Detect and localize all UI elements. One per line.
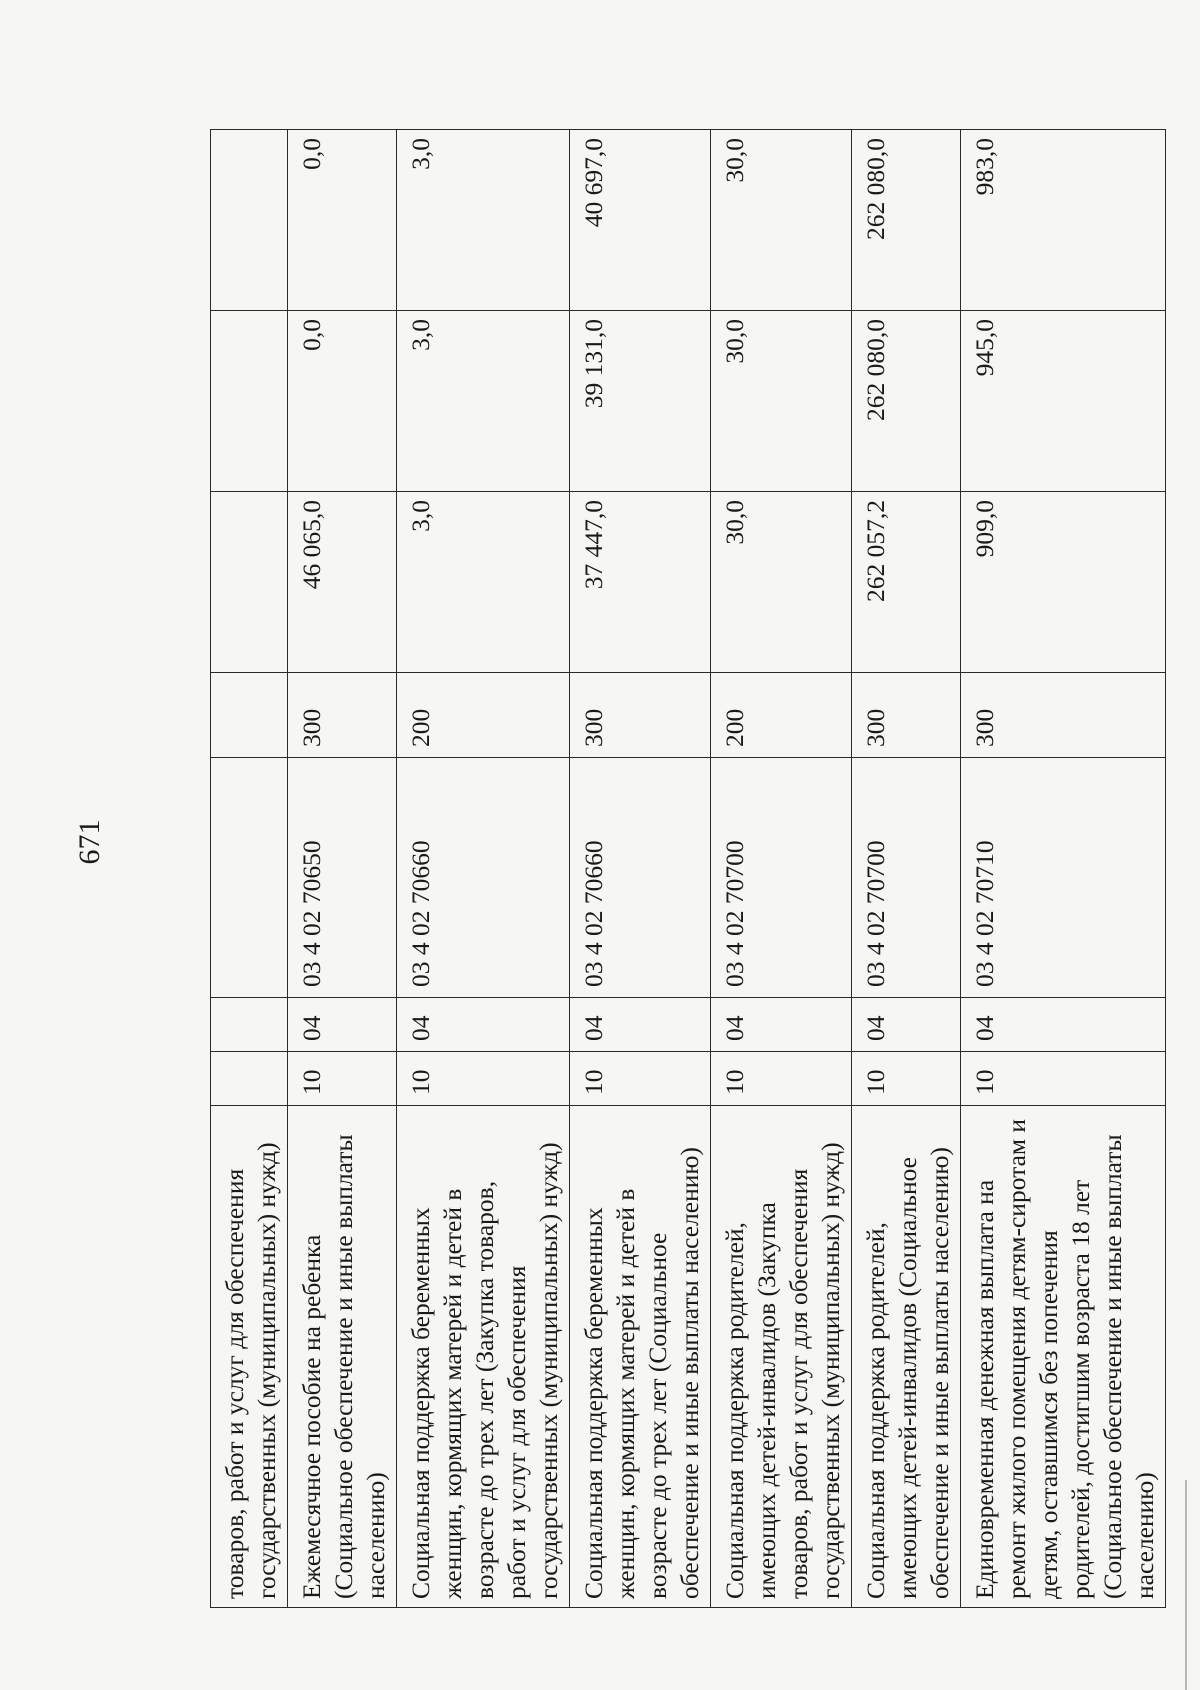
section-code: 10 (961, 1052, 1166, 1106)
amount-year-3: 983,0 (961, 130, 1166, 311)
row-description: Социальная поддержка беременных женщин, кормящих матерей и детей в возрасте до трех лет (Закупка товаров, работ и услуг для обеспечения государственных (муниципальных) нужд) (397, 1106, 570, 1608)
amount-year-1: 30,0 (711, 492, 852, 673)
section-code: 10 (288, 1052, 397, 1106)
row-description: Социальная поддержка беременных женщин, кормящих матерей и детей в возрасте до трех лет (Социальное обеспечение и иные выплаты населению) (570, 1106, 711, 1608)
amount-year-2: 0,0 (288, 311, 397, 492)
section-code: 10 (711, 1052, 852, 1106)
expense-type-code (211, 673, 288, 758)
amount-year-1: 37 447,0 (570, 492, 711, 673)
target-article-code: 03 4 02 70660 (397, 758, 570, 998)
subsection-code: 04 (711, 998, 852, 1052)
subsection-code: 04 (397, 998, 570, 1052)
amount-year-3: 262 080,0 (852, 130, 961, 311)
target-article-code (211, 758, 288, 998)
amount-year-3: 30,0 (711, 130, 852, 311)
expense-type-code: 300 (288, 673, 397, 758)
expense-type-code: 300 (570, 673, 711, 758)
expense-type-code: 200 (397, 673, 570, 758)
amount-year-1 (211, 492, 288, 673)
amount-year-1: 3,0 (397, 492, 570, 673)
section-code: 10 (397, 1052, 570, 1106)
target-article-code: 03 4 02 70650 (288, 758, 397, 998)
amount-year-1: 262 057,2 (852, 492, 961, 673)
row-description: товаров, работ и услуг для обеспечения государственных (муниципальных) нужд) (211, 1106, 288, 1608)
amount-year-2: 262 080,0 (852, 311, 961, 492)
budget-table (210, 129, 1166, 1608)
row-description: Ежемесячное пособие на ребенка (Социальное обеспечение и иные выплаты населению) (288, 1106, 397, 1608)
section-code (211, 1052, 288, 1106)
expense-type-code: 300 (852, 673, 961, 758)
table-row (570, 130, 711, 1608)
section-code: 10 (852, 1052, 961, 1106)
subsection-code (211, 998, 288, 1052)
table-row (961, 130, 1166, 1608)
target-article-code: 03 4 02 70660 (570, 758, 711, 998)
target-article-code: 03 4 02 70710 (961, 758, 1166, 998)
row-description: Социальная поддержка родителей, имеющих детей-инвалидов (Социальное обеспечение и иные выплаты населению) (852, 1106, 961, 1608)
amount-year-2: 30,0 (711, 311, 852, 492)
amount-year-1: 46 065,0 (288, 492, 397, 673)
subsection-code: 04 (852, 998, 961, 1052)
expense-type-code: 200 (711, 673, 852, 758)
table-row (288, 130, 397, 1608)
section-code: 10 (570, 1052, 711, 1106)
amount-year-3 (211, 130, 288, 311)
row-description: Единовременная денежная выплата на ремонт жилого помещения детям-сиротам и детям, оставшимся без попечения родителей, достигшим возраста 18 лет (Социальное обеспечение и иные выплаты населению) (961, 1106, 1166, 1608)
table-row (711, 130, 852, 1608)
subsection-code: 04 (570, 998, 711, 1052)
page-number: 671 (73, 819, 106, 865)
table-row (852, 130, 961, 1608)
amount-year-2: 39 131,0 (570, 311, 711, 492)
amount-year-3: 3,0 (397, 130, 570, 311)
amount-year-3: 40 697,0 (570, 130, 711, 311)
target-article-code: 03 4 02 70700 (711, 758, 852, 998)
subsection-code: 04 (961, 998, 1166, 1052)
amount-year-1: 909,0 (961, 492, 1166, 673)
amount-year-2 (211, 311, 288, 492)
table-row (397, 130, 570, 1608)
amount-year-3: 0,0 (288, 130, 397, 311)
target-article-code: 03 4 02 70700 (852, 758, 961, 998)
expense-type-code: 300 (961, 673, 1166, 758)
row-description: Социальная поддержка родителей, имеющих детей-инвалидов (Закупка товаров, работ и услуг для обеспечения государственных (муниципальных) нужд) (711, 1106, 852, 1608)
scan-edge-mark (1185, 1480, 1187, 1690)
amount-year-2: 945,0 (961, 311, 1166, 492)
subsection-code: 04 (288, 998, 397, 1052)
table-row (211, 130, 288, 1608)
amount-year-2: 3,0 (397, 311, 570, 492)
